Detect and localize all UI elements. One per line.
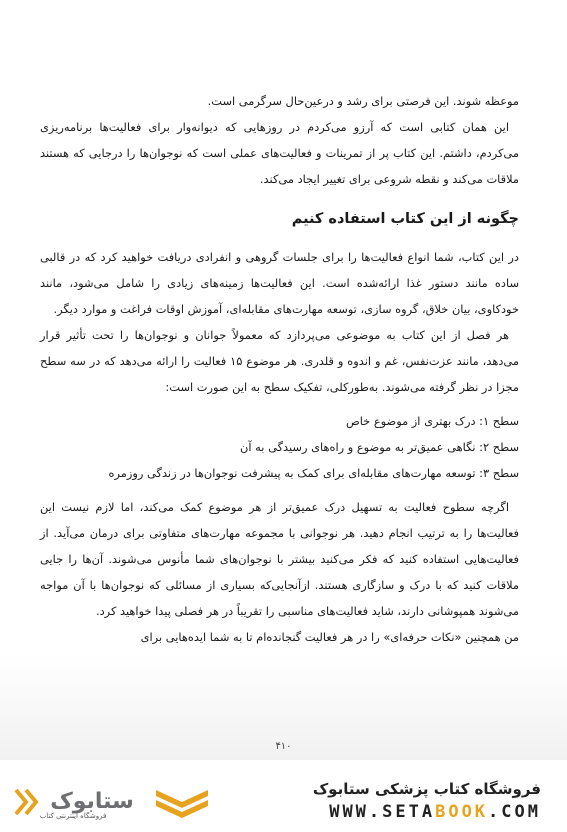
store-name: فروشگاه کتاب پزشکی ستابوک — [312, 780, 541, 798]
logo-wordmark: ستابوک — [50, 789, 134, 814]
url-highlight: BOOK — [435, 802, 489, 822]
url-prefix: WWW.SETA — [329, 802, 436, 822]
book-mark-icon — [150, 780, 214, 824]
paragraph: موعظه شوند. این فرصتی برای رشد و درعین‌حال سرگرمی است. — [207, 94, 519, 108]
page-content — [40, 88, 519, 650]
level-item: سطح ۳: توسعه مهارت‌های مقابله‌ای برای کمک به پیشرفت نوجوان‌ها در زندگی روزمره — [108, 466, 519, 480]
page-number: ۴۱۰ — [275, 741, 292, 752]
section-heading: چگونه از این کتاب استفاده کنیم — [291, 211, 519, 227]
paragraph: این همان کتابی است که آرزو می‌کردم در روزهایی که دیوانه‌وار برای فعالیت‌ها برنامه‌ریزی می‌کردم، داشتم. این کتاب پر از تمرینات و فعالیت‌های عملی است که نوجوان‌ها را درجایی که هستند ملاقات می‌کند و نقطه شروعی برای تغییر ایجاد می‌کند. — [40, 120, 519, 186]
levels-list — [40, 408, 519, 486]
url-suffix: .COM — [488, 802, 541, 822]
logo-subtitle: فروشگاه اینترنتی کتاب — [39, 812, 107, 820]
paragraph: اگرچه سطوح فعالیت به تسهیل درک عمیق‌تر از هر موضوع کمک می‌کند، اما لازم نیست این فعالیت‌ها را به ترتیب انجام دهید. هر نوجوانی با مجموعه مهارت‌های متفاوتی برای درمان می‌آید. از فعالیت‌هایی استفاده کنید که فکر می‌کنید بیشتر با نوجوان‌های شما مأنوس می‌شوند. آن‌ها را جایی ملاقات کنید که با درک و سازگاری هستند. ازآنجایی‌که بسیاری از مسائلی که نوجوان‌ها با آن مواجه می‌شوند همپوشانی دارند، شاید فعالیت‌های مناسبی را تقریباً در هر فصلی پیدا خواهید کرد. — [40, 500, 519, 618]
store-url[interactable] — [329, 802, 541, 822]
paragraph: هر فصل از این کتاب به موضوعی می‌پردازد که معمولاً جوانان و نوجوان‌ها را تحت تأثیر قرار می‌دهد، مانند عزت‌نفس، غم و اندوه و قلدری. هر موضوع ۱۵ فعالیت را ارائه می‌دهد که در سه سطح مجزا در نظر گرفته می‌شوند. به‌طورکلی، تفکیک سطح به این صورت است: — [40, 328, 520, 394]
paragraph: در این کتاب، شما انواع فعالیت‌ها را برای جلسات گروهی و انفرادی دریافت خواهید کرد که در قالبی ساده مانند دستور غذا ارائه‌شده است. این فعالیت‌ها زمینه‌های زیادی را شامل می‌شود، مانند خودکاوی، بیان خلاق، گروه سازی، توسعه مهارت‌های مقابله‌ای، آموزش اوقات فراغت و موارد دیگر. — [40, 250, 519, 316]
level-item: سطح ۲: نگاهی عمیق‌تر به موضوع و راه‌های رسیدگی به آن — [240, 440, 519, 454]
level-item: سطح ۱: درک بهتری از موضوع خاص — [345, 414, 519, 428]
paragraph: من همچنین «نکات حرفه‌ای» را در هر فعالیت گنجانده‌ام تا به شما ایده‌هایی برای — [140, 630, 519, 644]
